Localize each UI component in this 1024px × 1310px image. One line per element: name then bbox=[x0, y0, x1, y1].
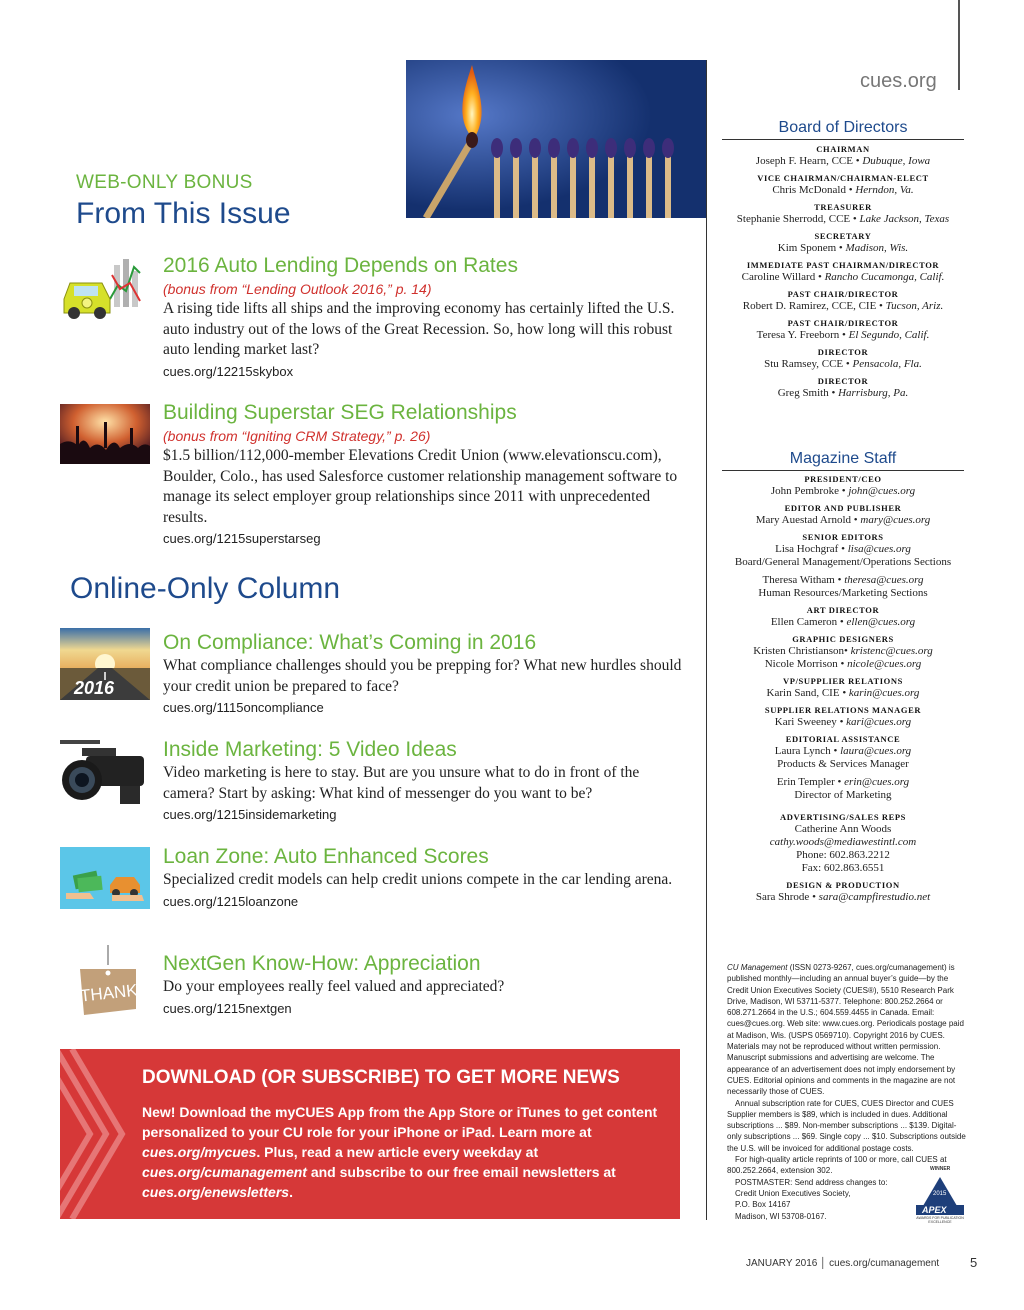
article-link[interactable]: cues.org/1215insidemarketing bbox=[163, 807, 337, 822]
article-bonus-note: (bonus from “Lending Outlook 2016,” p. 14) bbox=[163, 281, 432, 297]
masthead-paragraph: Annual subscription rate for CUES, CUES Director and CUES Supplier members is $89, which is included in dues. Additional subscriptions ... $89. Non-member subscriptions ... $139. Digital-only subscriptions ... $69. Single copy ... $10. Subscriptions outside the U.S. will be invoiced for additional postage costs. bbox=[727, 1098, 966, 1153]
article-body: A rising tide lifts all ships and the improving economy has certainly lifted the U.S. auto industry out of the lows of the Great Recession. So, how long will this robust auto lending market last? bbox=[163, 300, 675, 358]
staff-name: Nicole Morrison bbox=[764, 658, 838, 670]
article-title[interactable]: Inside Marketing: 5 Video Ideas bbox=[163, 738, 457, 761]
road-2016-thumbnail bbox=[60, 628, 150, 700]
board-name: Caroline Willard bbox=[741, 271, 816, 283]
board-entry: VICE CHAIRMAN/CHAIRMAN-ELECT Chris McDonald • Herndon, Va. bbox=[722, 173, 964, 197]
download-text-1: New! Download the myCUES App from the App Store or iTunes to get content personalized to your CU role for your iPhone or iPad. Learn more at bbox=[142, 1104, 658, 1140]
apex-year: 2015 bbox=[933, 1191, 947, 1197]
board-entry: PAST CHAIR/DIRECTOR Teresa Y. Freeborn • El Segundo, Calif. bbox=[722, 318, 964, 342]
staff-title: Director of Marketing bbox=[794, 789, 892, 801]
postmaster-line: Madison, WI 53708-0167. bbox=[735, 1211, 827, 1221]
board-name: Joseph F. Hearn, CCE bbox=[755, 155, 853, 167]
online-section-title: Online-Only Column bbox=[70, 572, 341, 605]
article-bonus-note: (bonus from “Igniting CRM Strategy,” p. 26) bbox=[163, 428, 431, 444]
staff-email[interactable]: erin@cues.org bbox=[844, 776, 910, 788]
board-role: CHAIRMAN bbox=[816, 144, 870, 154]
staff-title: Products & Services Manager bbox=[777, 758, 909, 770]
board-name: Kim Sponem bbox=[777, 242, 837, 254]
thanks-tag-thumbnail bbox=[60, 945, 150, 1025]
article-inside-marketing bbox=[163, 737, 683, 826]
staff-email[interactable]: lisa@cues.org bbox=[847, 543, 911, 555]
page-footer: JANUARY 2016 │ cues.org/cumanagement bbox=[746, 1258, 940, 1269]
staff-email[interactable]: john@cues.org bbox=[848, 485, 916, 497]
staff-sections: Board/General Management/Operations Sections bbox=[734, 556, 952, 568]
article-link[interactable]: cues.org/12215skybox bbox=[163, 363, 294, 379]
article-body: $1.5 billion/112,000-member Elevations Credit Union (www.elevationscu.com), Boulder, Colo., has used Salesforce customer relationship management software to manage its select employer group relationships since 2011 with unprecedented results. bbox=[163, 447, 678, 526]
staff-phone: Phone: 602.863.2212 bbox=[796, 849, 890, 861]
apex-award-badge bbox=[914, 1165, 966, 1225]
board-location: Dubuque, Iowa bbox=[862, 155, 931, 167]
staff-role: EDITOR AND PUBLISHER bbox=[784, 503, 902, 513]
board-role: SECRETARY bbox=[814, 231, 872, 241]
staff-email[interactable]: kristenc@cues.org bbox=[850, 645, 933, 657]
staff-email[interactable]: sara@campfirestudio.net bbox=[818, 891, 931, 903]
site-url[interactable]: cues.org bbox=[860, 70, 937, 92]
article-link[interactable]: cues.org/1215nextgen bbox=[163, 1000, 292, 1016]
car-chart-thumbnail bbox=[60, 255, 150, 321]
staff-name: Catherine Ann Woods bbox=[794, 823, 892, 835]
article-auto-lending bbox=[163, 253, 683, 383]
staff-name: Kari Sweeney bbox=[774, 716, 837, 728]
board-heading: Board of Directors bbox=[722, 119, 964, 140]
board-role: VICE CHAIRMAN/CHAIRMAN-ELECT bbox=[757, 173, 929, 183]
board-entry: TREASURER Stephanie Sherrodd, CCE • Lake Jackson, Texas bbox=[722, 202, 964, 226]
download-title: DOWNLOAD (OR SUBSCRIBE) TO GET MORE NEWS bbox=[142, 1067, 620, 1088]
board-name: Stephanie Sherrodd, CCE bbox=[736, 213, 851, 225]
thanks-tag-text: THANKS bbox=[79, 979, 150, 1006]
board-location: Rancho Cucamonga, Calif. bbox=[824, 271, 945, 283]
staff-heading: Magazine Staff bbox=[722, 450, 964, 471]
board-entry: CHAIRMAN Joseph F. Hearn, CCE • Dubuque, Iowa bbox=[722, 144, 964, 168]
apex-name: APEX bbox=[922, 1205, 947, 1215]
download-text-3: and subscribe to our free email newsletters at bbox=[306, 1164, 616, 1180]
masthead-paragraph: (ISSN 0273-9267, cues.org/cumanagement) is published monthly—including an annual buyer’s guide—by the Credit Union Executives Society (CUES®), 5510 Research Park Drive, Madison, WI 53711-5377. Telephone: 800.252.2664 or 608.271.2664 in the U.S.; 604.559.4455 in Canada. Email: cues@cues.org. Web site: www.cues.org. Periodicals postage paid at Madison, Wis. (USPS 0569710). Copyright 2016 by CUES. Materials may not be reproduced without written permission. Manuscript submissions and advertising are welcome. The appearance of an advertisement does not imply endorsement by CUES. Editorial opinions and comments in the magazine are not necessarily those of CUES. bbox=[727, 963, 964, 1097]
download-promo-box bbox=[60, 1049, 680, 1219]
board-name: Chris McDonald bbox=[772, 184, 846, 196]
chevron-decoration-icon bbox=[60, 1049, 130, 1219]
article-title[interactable]: Loan Zone: Auto Enhanced Scores bbox=[163, 845, 489, 868]
staff-name: Sara Shrode bbox=[755, 891, 810, 903]
article-body: Do your employees really feel valued and appreciated? bbox=[163, 978, 505, 995]
board-role: PAST CHAIR/DIRECTOR bbox=[787, 289, 899, 299]
board-location: Tucson, Ariz. bbox=[885, 300, 944, 312]
matches-hero-image bbox=[406, 60, 706, 218]
staff-email[interactable]: karin@cues.org bbox=[848, 687, 920, 699]
staff-name: Mary Auestad Arnold bbox=[755, 514, 852, 526]
money-car-thumbnail bbox=[60, 847, 150, 909]
staff-email[interactable]: cathy.woods@mediawestintl.com bbox=[769, 836, 917, 848]
staff-email[interactable]: ellen@cues.org bbox=[846, 616, 916, 628]
article-body: What compliance challenges should you be prepping for? What new hurdles should your credit union be prepared to face? bbox=[163, 657, 682, 695]
download-body bbox=[142, 1102, 662, 1202]
staff-email[interactable]: nicole@cues.org bbox=[847, 658, 922, 670]
board-entry: DIRECTOR Stu Ramsey, CCE • Pensacola, Fla. bbox=[722, 347, 964, 371]
board-location: Lake Jackson, Texas bbox=[859, 213, 950, 225]
publication-name: CU Management bbox=[727, 963, 788, 972]
board-name: Greg Smith bbox=[777, 387, 829, 399]
article-title[interactable]: Building Superstar SEG Relationships bbox=[163, 401, 517, 424]
board-role: DIRECTOR bbox=[817, 376, 869, 386]
staff-role: SENIOR EDITORS bbox=[802, 532, 884, 542]
staff-role: PRESIDENT/CEO bbox=[804, 474, 882, 484]
staff-name: Kristen Christianson bbox=[753, 645, 845, 657]
board-role: IMMEDIATE PAST CHAIRMAN/DIRECTOR bbox=[746, 260, 940, 270]
postmaster-line: POSTMASTER: Send address changes to: bbox=[735, 1177, 888, 1187]
road-year-text: 2016 bbox=[74, 678, 115, 698]
article-title[interactable]: On Compliance: What’s Coming in 2016 bbox=[163, 631, 537, 654]
staff-name: Ellen Cameron bbox=[770, 616, 838, 628]
page-number: 5 bbox=[970, 1255, 978, 1270]
enewsletters-link[interactable]: cues.org/enewsletters bbox=[142, 1184, 290, 1200]
article-link[interactable]: cues.org/1115oncompliance bbox=[163, 700, 324, 715]
staff-role: EDITORIAL ASSISTANCE bbox=[785, 734, 901, 744]
staff-name: Lisa Hochgraf bbox=[775, 543, 839, 555]
header-rule bbox=[958, 0, 960, 90]
board-name: Robert D. Ramirez, CCE, CIE bbox=[742, 300, 877, 312]
board-name: Teresa Y. Freeborn bbox=[756, 329, 840, 341]
article-loan-zone bbox=[163, 844, 683, 913]
staff-role: VP/SUPPLIER RELATIONS bbox=[783, 676, 903, 686]
staff-sections: Human Resources/Marketing Sections bbox=[758, 587, 928, 599]
download-text-2: . Plus, read a new article every weekday at bbox=[256, 1144, 539, 1160]
article-body: Specialized credit models can help credit unions compete in the car lending arena. bbox=[163, 871, 673, 888]
staff-email[interactable]: laura@cues.org bbox=[840, 745, 912, 757]
apex-winner-label: WINNER bbox=[930, 1166, 951, 1172]
video-camera-thumbnail bbox=[60, 740, 150, 812]
article-title[interactable]: 2016 Auto Lending Depends on Rates bbox=[163, 254, 518, 277]
board-name: Stu Ramsey, CCE bbox=[764, 358, 844, 370]
article-title[interactable]: NextGen Know-How: Appreciation bbox=[163, 952, 481, 975]
board-entry: SECRETARY Kim Sponem • Madison, Wis. bbox=[722, 231, 964, 255]
article-on-compliance bbox=[163, 630, 683, 719]
staff-fax: Fax: 602.863.6551 bbox=[801, 862, 885, 874]
bonus-kicker: WEB-ONLY BONUS bbox=[76, 172, 253, 193]
board-entry: IMMEDIATE PAST CHAIRMAN/DIRECTOR Caroline Willard • Rancho Cucamonga, Calif. bbox=[722, 260, 964, 284]
board-location: Madison, Wis. bbox=[845, 242, 909, 254]
postmaster-line: Credit Union Executives Society, bbox=[735, 1188, 851, 1198]
apex-tagline: AWARDS FOR PUBLICATION EXCELLENCE bbox=[916, 1216, 964, 1224]
board-entry: DIRECTOR Greg Smith • Harrisburg, Pa. bbox=[722, 376, 964, 400]
board-location: Pensacola, Fla. bbox=[852, 358, 922, 370]
staff-email[interactable]: kari@cues.org bbox=[846, 716, 912, 728]
column-divider bbox=[706, 60, 707, 1220]
staff-role: SUPPLIER RELATIONS MANAGER bbox=[764, 705, 922, 715]
article-nextgen bbox=[163, 951, 683, 1020]
concert-crowd-thumbnail bbox=[60, 404, 150, 464]
board-role: TREASURER bbox=[814, 202, 872, 212]
mycues-link[interactable]: cues.org/mycues bbox=[142, 1144, 257, 1160]
article-seg-relationships bbox=[163, 400, 683, 550]
staff-email[interactable]: mary@cues.org bbox=[860, 514, 931, 526]
article-body: Video marketing is here to stay. But are you unsure what to do in front of the camera? Start by asking: What kind of messenger do you want to be? bbox=[163, 764, 640, 802]
staff-list: PRESIDENT/CEO John Pembroke • john@cues.org EDITOR AND PUBLISHER Mary Auestad Arnold • mary@cues.org SENIOR EDITORS Lisa Hochgraf • lisa@cues.org Board/General Management/Operations Sections Theresa Witham • theresa@cues.org Human Resources/Marketing Sections ART DIRECTOR Ellen Cameron • ellen@cues.org GRAPHIC DESIGNERS Kristen Christianson• kristenc@cues.org Nicole Morrison • nicole@cues.org VP/SUPPLIER RELATIONS Karin Sand, CIE • karin@cues.org SUPPLIER RELATIONS MANAGER Kari Sweeney • kari@cues.org EDITORIAL ASSISTANCE Laura Lynch • laura@cues.org Products & Services Manager Erin Templer • erin@cues.org Director of Marketing ADVERTISING/SALES REPS Catherine Ann Woods cathy.woods@mediawestintl.com Phone: 602.863.2212 Fax: 602.863.6551 DESIGN & PRODUCTION Sara Shrode • sara@campfirestudio.net bbox=[722, 474, 964, 904]
board-list bbox=[722, 144, 964, 400]
board-location: Harrisburg, Pa. bbox=[838, 387, 909, 399]
board-location: Herndon, Va. bbox=[855, 184, 914, 196]
staff-email[interactable]: theresa@cues.org bbox=[844, 574, 924, 586]
article-link[interactable]: cues.org/1215superstarseg bbox=[163, 531, 321, 546]
staff-name: Erin Templer bbox=[776, 776, 835, 788]
postmaster-line: P.O. Box 14167 bbox=[735, 1200, 791, 1210]
board-location: El Segundo, Calif. bbox=[848, 329, 930, 341]
staff-role: ART DIRECTOR bbox=[806, 605, 880, 615]
article-link[interactable]: cues.org/1215loanzone bbox=[163, 893, 299, 909]
staff-name: Theresa Witham bbox=[762, 574, 835, 586]
board-role: DIRECTOR bbox=[817, 347, 869, 357]
staff-role: DESIGN & PRODUCTION bbox=[786, 880, 900, 890]
masthead-paragraph: For high-quality article reprints of 100 or more, call CUES at 800.252.2664, extension 302. bbox=[727, 1155, 947, 1176]
staff-name: Laura Lynch bbox=[774, 745, 831, 757]
bonus-section-title: From This Issue bbox=[76, 197, 291, 230]
staff-name: Karin Sand, CIE bbox=[766, 687, 840, 699]
board-role: PAST CHAIR/DIRECTOR bbox=[787, 318, 899, 328]
download-text-4: . bbox=[289, 1184, 293, 1200]
board-entry: PAST CHAIR/DIRECTOR Robert D. Ramirez, CCE, CIE • Tucson, Ariz. bbox=[722, 289, 964, 313]
cumanagement-link[interactable]: cues.org/cumanagement bbox=[142, 1164, 307, 1180]
staff-role: ADVERTISING/SALES REPS bbox=[779, 812, 907, 822]
staff-role: GRAPHIC DESIGNERS bbox=[792, 634, 894, 644]
staff-name: John Pembroke bbox=[770, 485, 839, 497]
